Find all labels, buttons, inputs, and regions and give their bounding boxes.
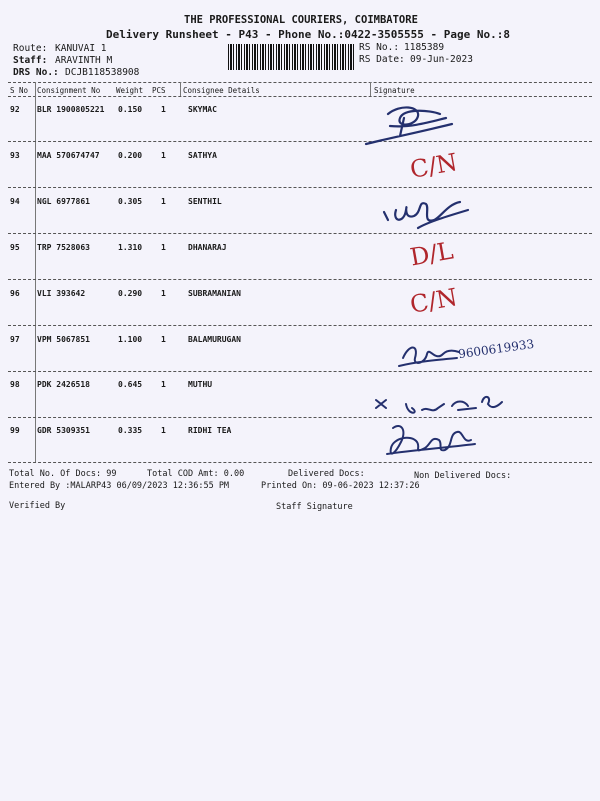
row-weight: 0.335 bbox=[118, 426, 143, 435]
staff-label: Staff: bbox=[13, 55, 48, 66]
row-consignment: VPM 5067851 bbox=[37, 335, 90, 344]
row-consignee: SENTHIL bbox=[188, 197, 222, 206]
row-sno: 95 bbox=[10, 243, 20, 252]
row-weight: 1.100 bbox=[118, 335, 143, 344]
annotation-cn-93: C/N bbox=[407, 148, 460, 184]
runsheet-subtitle: Delivery Runsheet - P43 - Phone No.:0422-3505555 - Page No.:8 bbox=[106, 28, 510, 41]
row-consignment: MAA 570674747 bbox=[37, 151, 100, 160]
row-consignment: VLI 393642 bbox=[37, 289, 86, 298]
rs-date-value: 09-Jun-2023 bbox=[410, 54, 473, 65]
row-consignment: PDK 2426518 bbox=[37, 380, 90, 389]
drs-value: DCJB118538908 bbox=[65, 67, 140, 78]
company-title: THE PROFESSIONAL COURIERS, COIMBATORE bbox=[184, 14, 418, 26]
row-pcs: 1 bbox=[161, 335, 166, 344]
row-consignee: MUTHU bbox=[188, 380, 213, 389]
barcode-image bbox=[228, 44, 354, 70]
verified-by: Verified By bbox=[9, 501, 66, 511]
column-divider bbox=[35, 82, 36, 462]
signature-row-99 bbox=[383, 418, 483, 468]
staff-value: ARAVINTH M bbox=[55, 55, 113, 66]
row-sno: 99 bbox=[10, 426, 20, 435]
row-consignment: NGL 6977861 bbox=[37, 197, 90, 206]
row-weight: 0.290 bbox=[118, 289, 143, 298]
row-consignment: GDR 5309351 bbox=[37, 426, 90, 435]
col-header-sno: S No bbox=[10, 86, 29, 95]
route-value: KANUVAI 1 bbox=[55, 43, 107, 54]
row-pcs: 1 bbox=[161, 151, 166, 160]
non-delivered-docs: Non Delivered Docs: bbox=[414, 471, 512, 481]
row-rule bbox=[8, 371, 592, 372]
row-pcs: 1 bbox=[161, 380, 166, 389]
delivered-docs: Delivered Docs: bbox=[288, 469, 365, 479]
row-pcs: 1 bbox=[161, 197, 166, 206]
table-top-rule bbox=[8, 82, 592, 83]
row-sno: 93 bbox=[10, 151, 20, 160]
row-pcs: 1 bbox=[161, 289, 166, 298]
col-header-signature: Signature bbox=[374, 86, 415, 95]
entered-by: Entered By :MALARP43 06/09/2023 12:36:55 PM bbox=[9, 481, 230, 491]
printed-on: Printed On: 09-06-2023 12:37:26 bbox=[261, 481, 420, 491]
rs-no-value: 1185389 bbox=[404, 42, 445, 53]
row-weight: 0.305 bbox=[118, 197, 143, 206]
row-sno: 96 bbox=[10, 289, 20, 298]
route-label: Route: bbox=[13, 43, 48, 54]
staff-signature: Staff Signature bbox=[276, 502, 353, 512]
row-consignee: SUBRAMANIAN bbox=[188, 289, 241, 298]
drs-label: DRS No.: bbox=[13, 67, 59, 78]
rs-no-label: RS No.: bbox=[359, 42, 400, 53]
row-sno: 94 bbox=[10, 197, 20, 206]
annotation-cn-96: C/N bbox=[407, 283, 460, 319]
row-sno: 97 bbox=[10, 335, 20, 344]
row-consignee: SATHYA bbox=[188, 151, 217, 160]
col-header-consignment: Consignment No bbox=[37, 86, 101, 95]
row-sno: 92 bbox=[10, 105, 20, 114]
row-pcs: 1 bbox=[161, 105, 166, 114]
row-rule bbox=[8, 325, 592, 326]
col-header-consignee: Consignee Details bbox=[183, 86, 260, 95]
row-consignment: BLR 1900805221 bbox=[37, 105, 105, 114]
row-pcs: 1 bbox=[161, 426, 166, 435]
table-header-rule bbox=[8, 96, 592, 97]
row-weight: 0.645 bbox=[118, 380, 143, 389]
row-sno: 98 bbox=[10, 380, 20, 389]
row-rule bbox=[8, 279, 592, 280]
column-divider bbox=[180, 82, 181, 96]
row-pcs: 1 bbox=[161, 243, 166, 252]
signature-row-92 bbox=[360, 100, 470, 150]
signature-row-97 bbox=[395, 336, 465, 372]
rs-date-label: RS Date: bbox=[359, 54, 405, 65]
row-weight: 1.310 bbox=[118, 243, 143, 252]
col-header-pcs: PCS bbox=[152, 86, 166, 95]
row-consignee: SKYMAC bbox=[188, 105, 217, 114]
row-rule bbox=[8, 141, 592, 142]
row-consignment: TRP 7528063 bbox=[37, 243, 90, 252]
signature-row-94 bbox=[378, 190, 478, 234]
row-consignee: DHANARAJ bbox=[188, 243, 227, 252]
total-docs: Total No. Of Docs: 99 bbox=[9, 469, 117, 479]
row-consignee: BALAMURUGAN bbox=[188, 335, 241, 344]
annotation-dl-95: D/L bbox=[407, 236, 456, 272]
row-consignee: RIDHI TEA bbox=[188, 426, 232, 435]
row-rule bbox=[8, 187, 592, 188]
col-header-weight: Weight bbox=[116, 86, 144, 95]
column-divider bbox=[370, 82, 371, 96]
row-weight: 0.200 bbox=[118, 151, 143, 160]
row-rule bbox=[8, 233, 592, 234]
row-weight: 0.150 bbox=[118, 105, 143, 114]
table-bottom-rule bbox=[8, 462, 592, 463]
annotation-phone-97: 9600619933 bbox=[457, 336, 535, 362]
total-cod: Total COD Amt: 0.00 bbox=[147, 469, 245, 479]
